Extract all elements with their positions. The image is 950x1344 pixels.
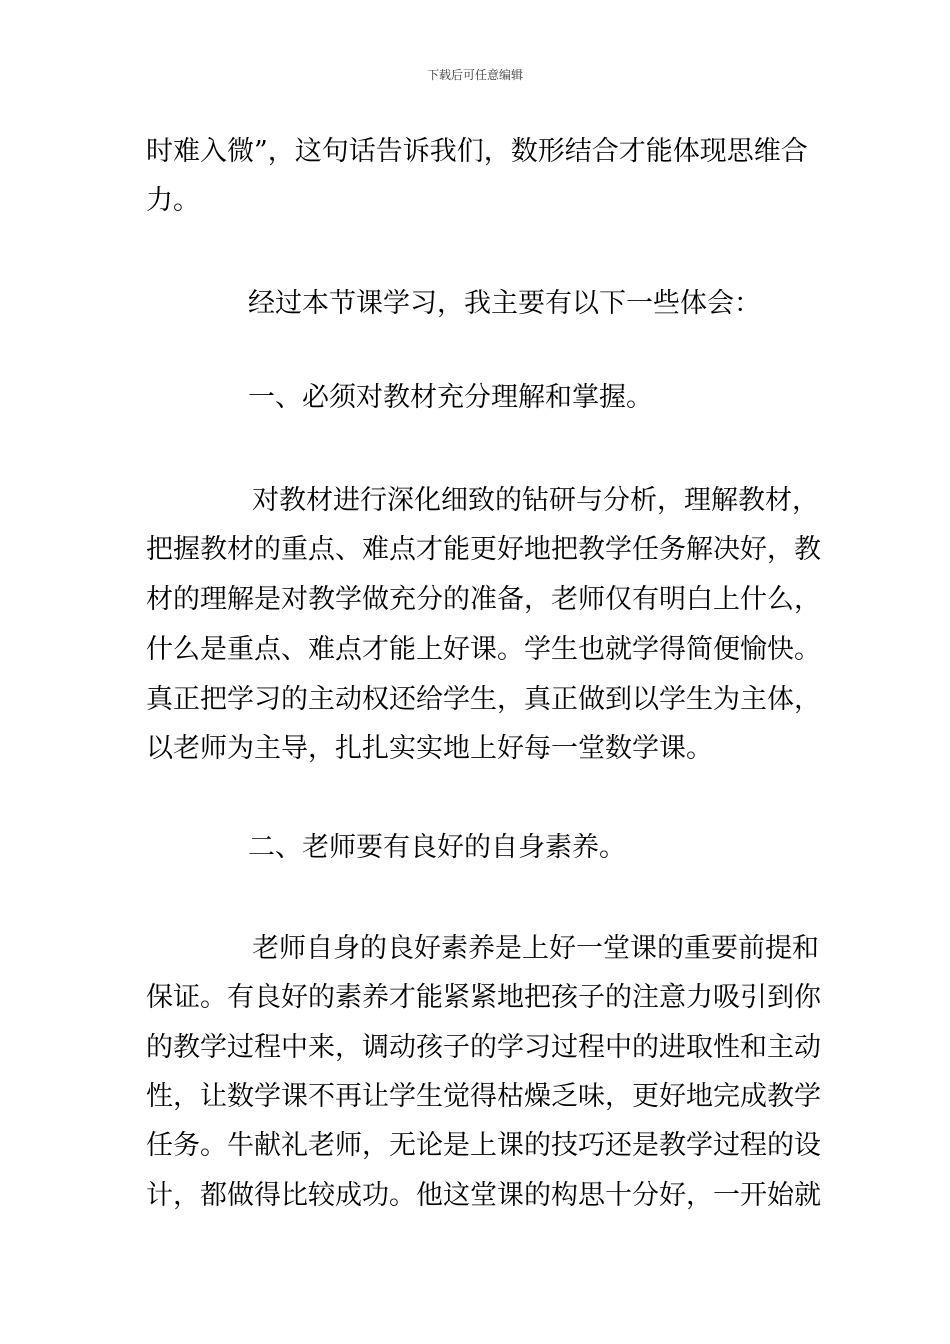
text-line: 老师自身的良好素养是上好一堂课的重要前提和 (252, 933, 819, 964)
text-line: 性，让数学课不再让学生觉得枯燥乏味，更好地完成教学 (146, 1081, 821, 1112)
page-header: 下载后可任意编辑 (426, 68, 523, 82)
paragraph-intro: 经过本节课学习，我主要有以下一些体会： (248, 288, 761, 319)
text-line: 任务。牛献礼老师，无论是上课的技巧还是教学过程的设 (146, 1130, 821, 1161)
text-line: 对教材进行深化细致的钻研与分析，理解教材， (252, 485, 819, 516)
text-line: 时难入微”，这句话告诉我们，数形结合才能体现思维合 (146, 136, 808, 167)
text-line: 材的理解是对教学做充分的准备，老师仅有明白上什么， (146, 584, 821, 615)
text-line: 真正把学习的主动权还给学生，真正做到以学生为主体， (146, 684, 821, 715)
section-heading-2: 二、老师要有良好的自身素养。 (248, 832, 626, 863)
text-line: 计，都做得比较成功。他这堂课的构思十分好，一开始就 (146, 1180, 821, 1211)
text-line: 把握教材的重点、难点才能更好地把教学任务解决好，教 (146, 534, 821, 565)
text-line: 什么是重点、难点才能上好课。学生也就学得简便愉快。 (146, 634, 821, 665)
text-line: 以老师为主导，扎扎实实地上好每一堂数学课。 (146, 733, 713, 764)
section-heading-1: 一、必须对教材充分理解和掌握。 (248, 382, 653, 413)
text-line: 力。 (146, 185, 200, 216)
text-line: 的教学过程中来，调动孩子的学习过程中的进取性和主动 (146, 1032, 821, 1063)
text-line: 保证。有良好的素养才能紧紧地把孩子的注意力吸引到你 (146, 982, 821, 1013)
